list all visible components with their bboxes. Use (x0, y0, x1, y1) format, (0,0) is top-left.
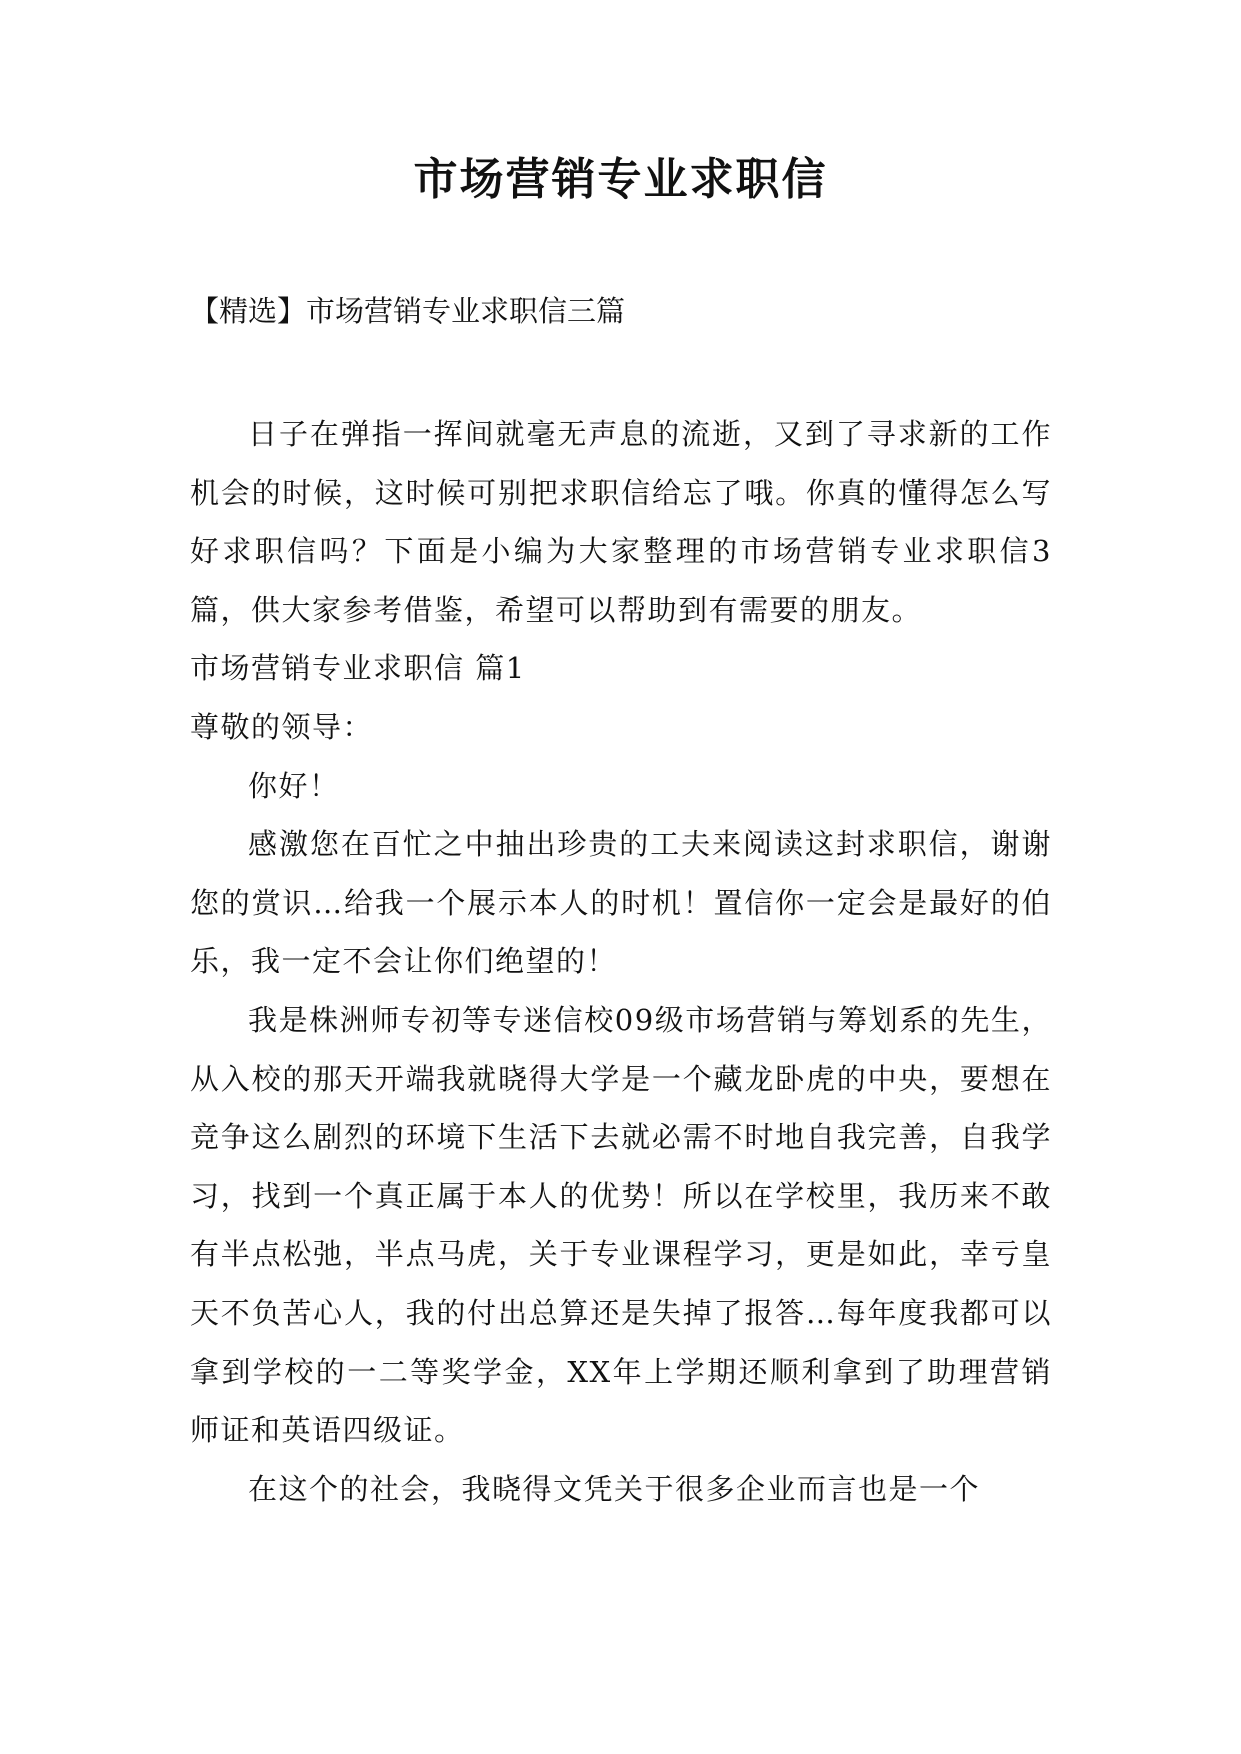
body-paragraph: 感激您在百忙之中抽出珍贵的工夫来阅读这封求职信，谢谢您的赏识…给我一个展示本人的时机！置信你一定会是最好的伯乐，我一定不会让你们绝望的！ (190, 827, 1052, 979)
body-paragraph: 我是株洲师专初等专迷信校09级市场营销与筹划系的先生，从入校的那天开端我就晓得大学是一个藏龙卧虎的中央，要想在竞争这么剧烈的环境下生活下去就必需不时地自我完善，自我学习，找到一个真正属于本人的优势！所以在学校里，我历来不敢有半点松弛，半点马虎，关于专业课程学习，更是如此，幸亏皇天不负苦心人，我的付出总算还是失掉了报答…每年度我都可以拿到学校的一二等奖学金，XX年上学期还顺利拿到了助理营销师证和英语四级证。 (190, 1002, 1052, 1448)
document-title: 市场营销专业求职信 (413, 154, 828, 205)
body-paragraph: 在这个的社会，我晓得文凭关于很多企业而言也是一个 (248, 1471, 981, 1506)
intro-paragraph: 日子在弹指一挥间就毫无声息的流逝，又到了寻求新的工作机会的时候，这时候可别把求职信给忘了哦。你真的懂得怎么写好求职信吗？下面是小编为大家整理的市场营销专业求职信3篇，供大家参考借鉴，希望可以帮助到有需要的朋友。 (190, 417, 1052, 627)
greeting: 你好！ (248, 768, 340, 803)
salutation: 尊敬的领导： (190, 709, 374, 744)
section-heading: 市场营销专业求职信 篇1 (190, 651, 526, 686)
document-subtitle: 【精选】市场营销专业求职信三篇 (190, 294, 626, 328)
document-body (190, 405, 1052, 1518)
